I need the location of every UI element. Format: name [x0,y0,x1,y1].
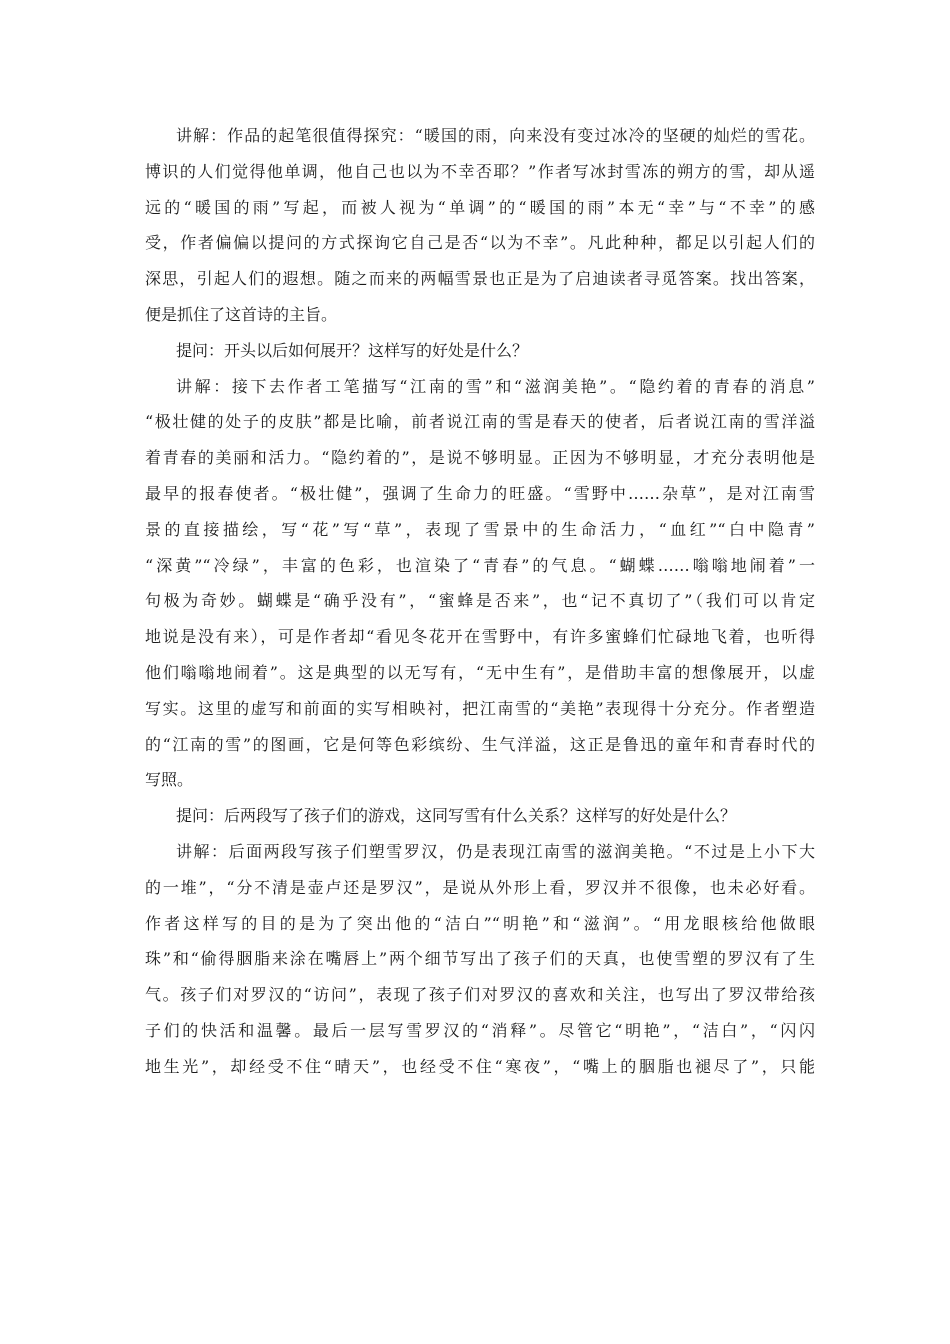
question-line: 提问：开头以后如何展开？这样写的好处是什么？ [176,340,529,360]
paragraph-line: 地说是没有来），可是作者却“看见冬花开在雪野中，有许多蜜蜂们忙碌地飞着，也听得 [145,627,815,647]
paragraph-line: 写照。 [145,770,194,790]
paragraph-line: 便是抓住了这首诗的主旨。 [145,304,338,324]
paragraph-line: “极壮健的处子的皮肤”都是比喻，前者说江南的雪是春天的使者，后者说江南的雪洋溢 [145,412,815,432]
document-body [145,118,815,1085]
paragraph-line: “深黄”“冷绿”，丰富的色彩，也渲染了“青春”的气息。“蝴蝶……嗡嗡地闹着”一 [145,555,815,575]
paragraph-line: 讲解：作品的起笔很值得探究：“暖国的雨，向来没有变过冰冷的坚硬的灿烂的雪花。 [176,126,815,145]
paragraph-line: 讲解：接下去作者工笔描写“江南的雪”和“滋润美艳”。“隐约着的青春的消息” [176,376,815,396]
paragraph-line: 讲解：后面两段写孩子们塑雪罗汉，仍是表现江南雪的滋润美艳。“不过是上小下大 [176,841,815,861]
paragraph-line: 气。孩子们对罗汉的“访问”，表现了孩子们对罗汉的喜欢和关注，也写出了罗汉带给孩 [145,985,815,1005]
paragraph-line: 的一堆”，“分不清是壶卢还是罗汉”，是说从外形上看，罗汉并不很像，也未必好看。 [145,877,815,897]
paragraph-line: 最早的报春使者。“极壮健”，强调了生命力的旺盛。“雪野中……杂草”，是对江南雪 [145,483,815,503]
paragraph-line: 作者这样写的目的是为了突出他的“洁白”“明艳”和“滋润”。“用龙眼核给他做眼 [145,913,815,933]
paragraph-line: 受，作者偏偏以提问的方式探询它自己是否“以为不幸”。凡此种种，都足以引起人们的 [145,233,815,253]
paragraph-line: 深思，引起人们的遐想。随之而来的两幅雪景也正是为了启迪读者寻觅答案。找出答案， [145,269,815,289]
paragraph-line: 远的“暖国的雨”写起，而被人视为“单调”的“暖国的雨”本无“幸”与“不幸”的感 [145,197,815,217]
paragraph-line: 地生光”，却经受不住“晴天”，也经受不住“寒夜”，“嘴上的胭脂也褪尽了”，只能 [145,1056,815,1076]
paragraph-line: 句极为奇妙。蝴蝶是“确乎没有”，“蜜蜂是否来”，也“记不真切了”（我们可以肯定 [145,591,815,611]
paragraph-line: 景的直接描绘，写“花”写“草”，表现了雪景中的生命活力，“血红”“白中隐青” [145,519,815,539]
paragraph-line: 着青春的美丽和活力。“隐约着的”，是说不够明显。正因为不够明显，才充分表明他是 [145,448,815,468]
paragraph-line: 写实。这里的虚写和前面的实写相映衬，把江南雪的“美艳”表现得十分充分。作者塑造 [145,698,815,718]
paragraph-line: 子们的快活和温馨。最后一层写雪罗汉的“消释”。尽管它“明艳”，“洁白”，“闪闪 [145,1020,815,1040]
paragraph-line: 博识的人们觉得他单调，他自己也以为不幸否耶？”作者写冰封雪冻的朔方的雪，却从遥 [145,161,815,181]
paragraph-line: 他们嗡嗡地闹着”。这是典型的以无写有，“无中生有”，是借助丰富的想像展开，以虚 [145,662,815,682]
question-line: 提问：后两段写了孩子们的游戏，这同写雪有什么关系？这样写的好处是什么？ [176,806,737,826]
paragraph-line: 珠”和“偷得胭脂来涂在嘴唇上”两个细节写出了孩子们的天真，也使雪塑的罗汉有了生 [145,949,815,969]
paragraph-line: 的“江南的雪”的图画，它是何等色彩缤纷、生气洋溢，这正是鲁迅的童年和青春时代的 [145,734,815,754]
